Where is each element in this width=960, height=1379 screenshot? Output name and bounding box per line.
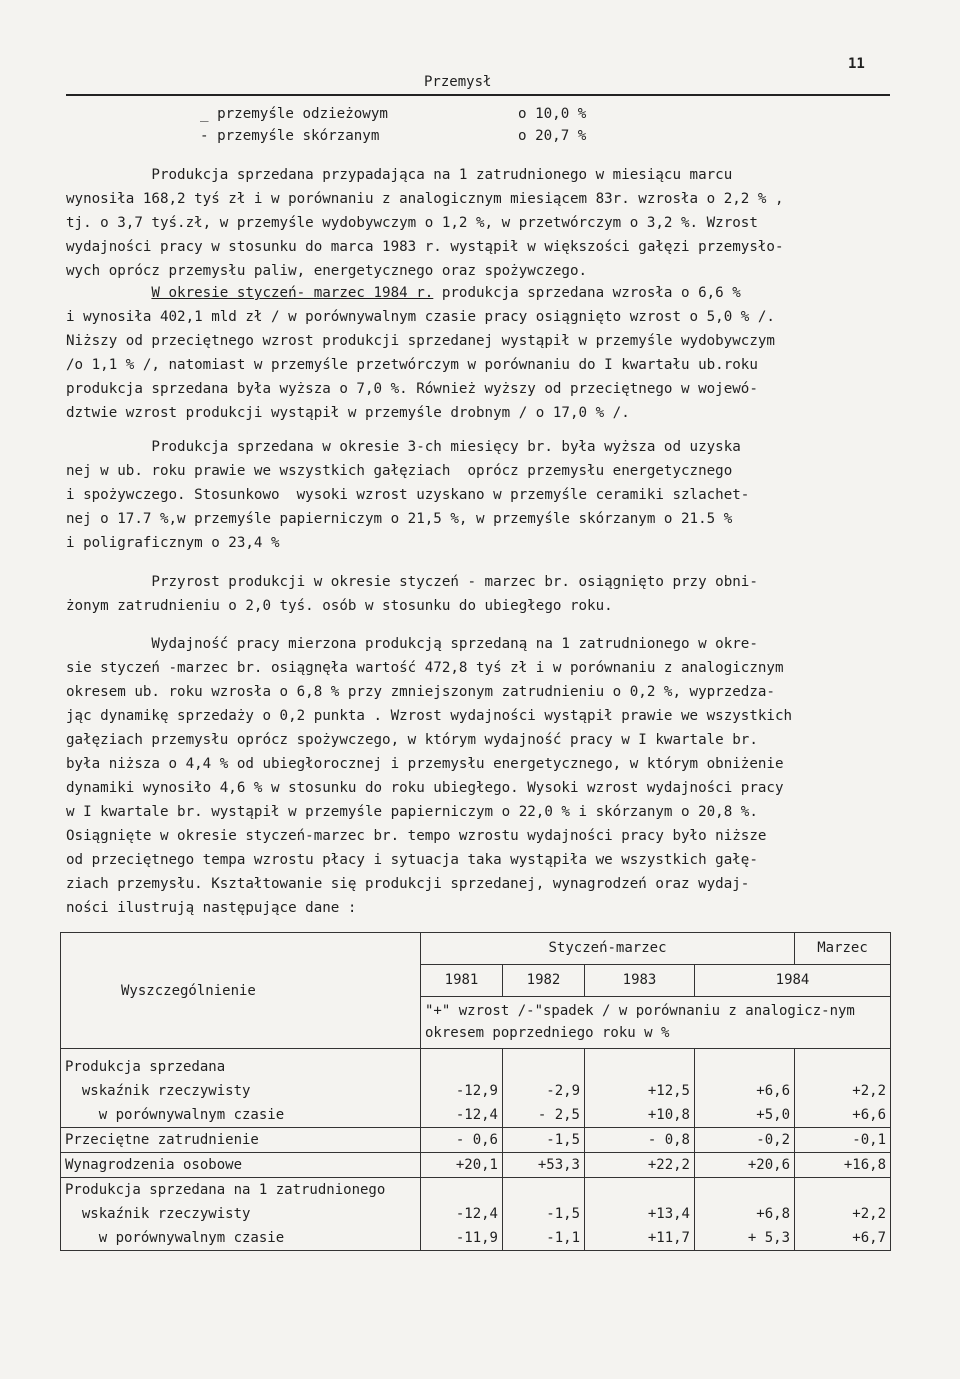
indent: [66, 285, 151, 301]
group-header-styczen-marzec: Styczeń-marzec: [421, 933, 795, 965]
cell-value: +6,8: [756, 1206, 791, 1222]
cell-value: - 2,5: [537, 1107, 580, 1123]
cell-value: +6,6: [852, 1107, 887, 1123]
cell-value: +6,7: [852, 1230, 887, 1246]
table-row-label: Wynagrodzenia osobowe: [61, 1153, 421, 1178]
cell-value: -1,1: [546, 1230, 580, 1246]
table-cell: +22,2: [585, 1153, 695, 1178]
cell-value: +2,2: [852, 1083, 887, 1099]
cell-value: -2,9: [546, 1083, 580, 1099]
cell-value: [507, 1178, 580, 1202]
page-number: 11: [848, 56, 865, 72]
text-line: Produkcja sprzedana w okresie 3-ch miesięcy br. była wyższa od uzyska: [66, 439, 741, 455]
label-line: Produkcja sprzedana na 1 zatrudnionego: [65, 1182, 386, 1198]
list-item-value: o 20,7 %: [518, 128, 587, 144]
cell-value: [425, 1055, 498, 1079]
cell-value: [589, 1055, 690, 1079]
table-cell: [585, 1049, 695, 1128]
text-line: Niższy od przeciętnego wzrost produkcji sprzedanej wystąpił w przemyśle wydobywczym: [66, 333, 775, 349]
label-line: w porównywalnym czasie: [65, 1107, 285, 1123]
year-header: 1984: [695, 965, 891, 997]
table-cell: +16,8: [795, 1153, 891, 1178]
table-cell: +53,3: [503, 1153, 585, 1178]
text-line: nej w ub. roku prawie we wszystkich gałęziach oprócz przemysłu energetycznego: [66, 463, 733, 479]
cell-value: +11,7: [647, 1230, 690, 1246]
table-cell: +20,1: [421, 1153, 503, 1178]
cell-value: [799, 1178, 886, 1202]
text-line: tj. o 3,7 tyś.zł, w przemyśle wydobywczym o 1,2 %, w przetwórczym o 3,2 %. Wzrost: [66, 215, 758, 231]
paragraph-3-months: [66, 435, 886, 555]
cell-value: -12,4: [455, 1206, 498, 1222]
label-line: Produkcja sprzedana: [65, 1059, 226, 1075]
cell-value: +5,0: [756, 1107, 791, 1123]
table-header-row: [61, 933, 891, 965]
text-line: Produkcja sprzedana przypadająca na 1 zatrudnionego w miesiącu marcu: [66, 167, 733, 183]
paragraph-productivity-march: [66, 163, 886, 283]
text-line: dynamiki wynosiło 4,6 % w stosunku do roku ubiegłego. Wysoki wzrost wydajności pracy: [66, 780, 784, 796]
list-item: [200, 103, 840, 125]
cell-value: +10,8: [647, 1107, 690, 1123]
bullet-list: [200, 103, 840, 147]
table-row-label: [61, 1178, 421, 1251]
table-cell: [795, 1178, 891, 1251]
text-line-rest: produkcja sprzedana wzrosła o 6,6 %: [433, 285, 741, 301]
cell-value: [425, 1178, 498, 1202]
text-line: i wynosiła 402,1 mld zł / w porównywalnym czasie pracy osiągnięto wzrost o 5,0 % /.: [66, 309, 775, 325]
cell-value: [589, 1178, 690, 1202]
text-line: wych oprócz przemysłu paliw, energetycznego oraz spożywczego.: [66, 263, 588, 279]
text-line: /o 1,1 % /, natomiast w przemyśle przetwórczym w porównaniu do I kwartału ub.roku: [66, 357, 758, 373]
text-line: od przeciętnego tempa wzrostu płacy i sytuacja taka wystąpiła we wszystkich gałę-: [66, 852, 758, 868]
text-line: ziach przemysłu. Kształtowanie się produkcji sprzedanej, wynagrodzeń oraz wydaj-: [66, 876, 750, 892]
text-line: jąc dynamikę sprzedaży o 0,2 punkta . Wzrost wydajności wystąpił prawie we wszystkich: [66, 708, 793, 724]
text-line: i spożywczego. Stosunkowo wysoki wzrost uzyskano w przemyśle ceramiki szlachet-: [66, 487, 750, 503]
table-row-label: [61, 1049, 421, 1128]
table-cell: -0,1: [795, 1128, 891, 1153]
table-row: [61, 1153, 891, 1178]
table-row: [61, 1049, 891, 1128]
text-line: i poligraficznym o 23,4 %: [66, 535, 280, 551]
text-line: była niższa o 4,4 % od ubiegłorocznej i przemysłu energetycznego, w którym obniżenie: [66, 756, 784, 772]
year-header: 1981: [421, 965, 503, 997]
text-line: ności ilustrują następujące dane :: [66, 900, 357, 916]
list-item-label: - przemyśle skórzanym: [200, 128, 380, 144]
text-line: wydajności pracy w stosunku do marca 1983 r. wystąpił w większości gałęzi przemysło-: [66, 239, 784, 255]
cell-value: [799, 1055, 886, 1079]
cell-value: -12,9: [455, 1083, 498, 1099]
cell-value: +2,2: [852, 1206, 887, 1222]
paragraph-labour-productivity: [66, 632, 886, 920]
text-line: sie styczeń -marzec br. osiągnęła wartość 472,8 tyś zł i w porównaniu z analogicznym: [66, 660, 784, 676]
row-header-cell: Wyszczególnienie: [61, 933, 421, 1049]
paragraph-q1-production: [66, 281, 886, 425]
text-line: w I kwartale br. wystąpił w przemyśle papierniczym o 22,0 % i skórzanym o 20,8 %.: [66, 804, 758, 820]
cell-value: [699, 1178, 790, 1202]
text-line: produkcja sprzedana była wyższa o 7,0 %. Również wyższy od przeciętnego w wojewó-: [66, 381, 758, 397]
paragraph-employment: [66, 570, 886, 618]
table-cell: +20,6: [695, 1153, 795, 1178]
text-line: [66, 281, 886, 305]
cell-value: [507, 1055, 580, 1079]
text-line: dztwie wzrost produkcji wystąpił w przemyśle drobnym / o 17,0 % /.: [66, 405, 630, 421]
cell-value: +13,4: [647, 1206, 690, 1222]
table-row: [61, 1128, 891, 1153]
table-cell: [421, 1049, 503, 1128]
group-header-marzec: Marzec: [795, 933, 891, 965]
cell-value: +6,6: [756, 1083, 791, 1099]
table-cell: -0,2: [695, 1128, 795, 1153]
page-header-title: Przemysł: [424, 74, 492, 90]
text-line: okresem ub. roku wzrosła o 6,8 % przy zmniejszonym zatrudnieniu o 0,2 %, wyprzedza-: [66, 684, 775, 700]
table-cell: [795, 1049, 891, 1128]
table-cell: [503, 1178, 585, 1251]
table-cell: [585, 1178, 695, 1251]
text-line: Osiągnięte w okresie styczeń-marzec br. tempo wzrostu wydajności pracy było niższe: [66, 828, 767, 844]
table-cell: [695, 1178, 795, 1251]
table-cell: -1,5: [503, 1128, 585, 1153]
cell-value: -11,9: [455, 1230, 498, 1246]
table-cell: [421, 1178, 503, 1251]
table-row-label: Przeciętne zatrudnienie: [61, 1128, 421, 1153]
text-line: gałęziach przemysłu oprócz spożywczego, w którym wydajność pracy w I kwartale br.: [66, 732, 758, 748]
label-line: w porównywalnym czasie: [65, 1230, 285, 1246]
table-note: "+" wzrost /-"spadek / w porównaniu z analogicz-nym okresem poprzedniego roku w %: [421, 997, 891, 1049]
year-header: 1983: [585, 965, 695, 997]
underlined-period: W okresie styczeń- marzec 1984 r.: [151, 285, 434, 301]
header-rule: [66, 94, 890, 96]
label-line: wskaźnik rzeczywisty: [65, 1206, 251, 1222]
data-table: [60, 932, 891, 1251]
cell-value: + 5,3: [747, 1230, 791, 1246]
table-cell: - 0,6: [421, 1128, 503, 1153]
text-line: Przyrost produkcji w okresie styczeń - marzec br. osiągnięto przy obni-: [66, 574, 758, 590]
table-row: [61, 1178, 891, 1251]
table-cell: [503, 1049, 585, 1128]
text-line: żonym zatrudnieniu o 2,0 tyś. osób w stosunku do ubiegłego roku.: [66, 598, 613, 614]
year-header: 1982: [503, 965, 585, 997]
text-line: Wydajność pracy mierzona produkcją sprzedaną na 1 zatrudnionego w okre-: [66, 636, 758, 652]
table-cell: - 0,8: [585, 1128, 695, 1153]
label-line: wskaźnik rzeczywisty: [65, 1083, 251, 1099]
cell-value: -1,5: [546, 1206, 580, 1222]
table-cell: [695, 1049, 795, 1128]
cell-value: +12,5: [647, 1083, 690, 1099]
list-item-label: _ przemyśle odzieżowym: [200, 106, 388, 122]
cell-value: -12,4: [455, 1107, 498, 1123]
list-item: [200, 125, 840, 147]
text-line: nej o 17.7 %,w przemyśle papierniczym o 21,5 %, w przemyśle skórzanym o 21.5 %: [66, 511, 733, 527]
text-line: wynosiła 168,2 tyś zł i w porównaniu z analogicznym miesiącem 83r. wzrosła o 2,2 % ,: [66, 191, 784, 207]
data-table-container: [60, 932, 890, 1252]
cell-value: [699, 1055, 790, 1079]
list-item-value: o 10,0 %: [518, 106, 587, 122]
